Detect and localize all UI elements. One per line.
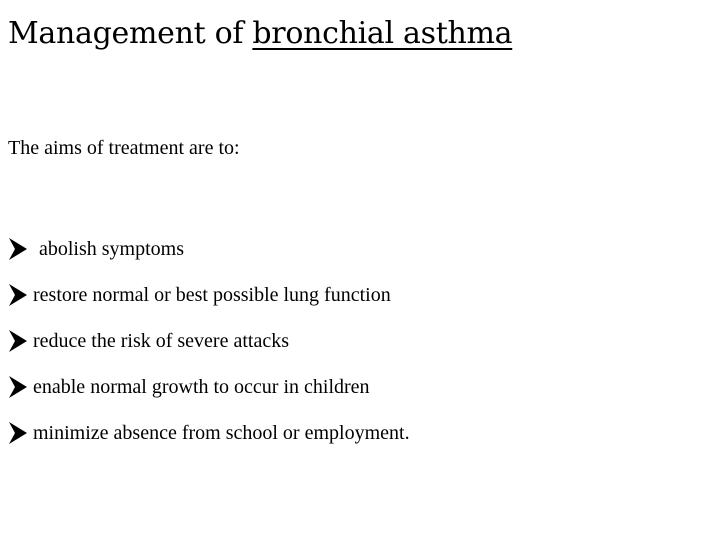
title-prefix: Management of <box>8 16 253 51</box>
bullet-text: restore normal or best possible lung function <box>33 284 391 306</box>
bullet-item <box>8 272 410 318</box>
title-underlined: bronchial asthma <box>252 16 513 51</box>
bullet-item <box>8 226 410 272</box>
arrowhead-bullet-icon <box>8 281 28 309</box>
bullet-text: reduce the risk of severe attacks <box>33 330 289 352</box>
bullet-text: enable normal growth to occur in children <box>33 376 370 398</box>
bullet-text: minimize absence from school or employment. <box>33 422 410 444</box>
arrowhead-bullet-icon <box>8 327 28 355</box>
arrowhead-bullet-icon <box>8 419 28 447</box>
arrowhead-bullet-icon <box>8 235 28 263</box>
bullet-item <box>8 318 410 364</box>
slide-title <box>8 14 512 54</box>
intro-text: The aims of treatment are to: <box>8 137 240 159</box>
bullet-text: abolish symptoms <box>39 238 185 260</box>
bullet-list <box>8 226 410 456</box>
bullet-item <box>8 364 410 410</box>
bullet-item <box>8 410 410 456</box>
arrowhead-bullet-icon <box>8 373 28 401</box>
